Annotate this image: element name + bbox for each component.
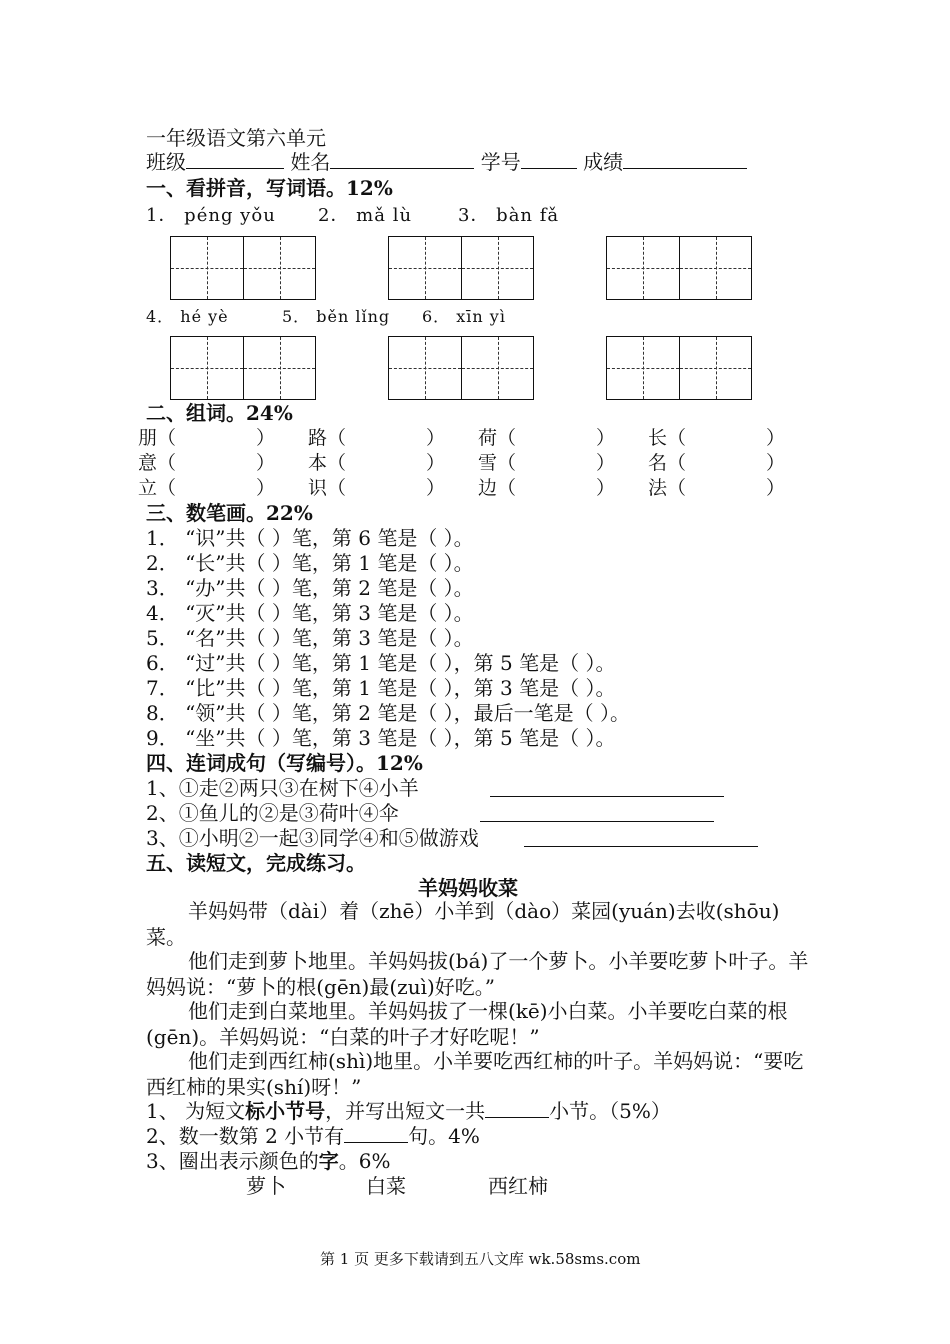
class-blank[interactable] (186, 150, 284, 169)
id-label: 学号 (480, 150, 521, 174)
word-group-item: 意（ (138, 452, 177, 474)
reading-question-3 (146, 1149, 390, 1173)
word-group-close: ） (766, 477, 786, 499)
pinyin-item: 4． hé yè (146, 307, 229, 326)
word-group-close: ） (256, 452, 276, 474)
sentence-question: 1、①走②两只③在树下④小羊 (146, 776, 419, 800)
word-group-close: ） (596, 452, 616, 474)
section5-heading: 五、读短文，完成练习。 (146, 851, 366, 875)
reading-question-2 (146, 1124, 480, 1148)
name-label: 姓名 (290, 150, 331, 174)
word-group-close: ） (256, 427, 276, 449)
writing-grid-1[interactable] (170, 236, 316, 300)
reading-question-1 (146, 1099, 671, 1123)
q2-text: 2、数一数第 2 小节有 (146, 1124, 345, 1148)
pinyin-item: 3． bàn fǎ (458, 205, 560, 226)
q1-text: ，并写出短文一共 (325, 1099, 486, 1123)
writing-grid-5[interactable] (388, 336, 534, 400)
stroke-question: 3． “办”共（ ）笔，第 2 笔是（ ）。 (146, 576, 474, 600)
word-group-item: 荷（ (478, 427, 517, 449)
q1-text: 小节。（5%） (549, 1099, 671, 1123)
stroke-question: 6． “过”共（ ）笔，第 1 笔是（ ），第 5 笔是（ ）。 (146, 651, 616, 675)
story-paragraph: 他们走到萝卜地里。羊妈妈拔(bá)了一个萝卜。小羊要吃萝卜叶子。羊妈妈说：“萝卜的根(gēn)最(zuì)好吃。” (146, 949, 809, 999)
pinyin-item: 5． běn lǐng (282, 307, 391, 326)
word-group-close: ） (766, 452, 786, 474)
word-group-item: 本（ (308, 452, 347, 474)
section4-heading: 四、连词成句（写编号）。12% (146, 751, 423, 775)
section2-heading: 二、组词。24% (146, 401, 293, 425)
page-footer: 第 1 页 更多下载请到五八文库 wk.58sms.com (320, 1250, 641, 1268)
story-paragraph: 他们走到白菜地里。羊妈妈拔了一棵(kē)小白菜。小羊要吃白菜的根(gēn)。羊妈妈说：“白菜的叶子才好吃呢！” (146, 999, 788, 1049)
word-group-item: 路（ (308, 427, 347, 449)
writing-grid-3[interactable] (606, 236, 752, 300)
q2-text: 句。4% (408, 1124, 480, 1148)
q3-bold-text: 字 (318, 1149, 339, 1173)
word-group-close: ） (596, 477, 616, 499)
sentence-question: 2、①鱼儿的②是③荷叶④伞 (146, 801, 399, 825)
word-group-close: ） (766, 427, 786, 449)
color-word-option[interactable]: 萝卜 (246, 1174, 286, 1198)
class-label: 班级 (146, 150, 186, 174)
sentence-answer-blank[interactable] (490, 776, 724, 797)
story-title: 羊妈妈收菜 (418, 876, 518, 900)
q1-bold-text: 标小节号 (245, 1099, 326, 1123)
page-title: 一年级语文第六单元 (146, 126, 326, 150)
stroke-question: 4． “灭”共（ ）笔，第 3 笔是（ ）。 (146, 601, 474, 625)
student-info-line (146, 150, 747, 174)
q2-blank[interactable] (344, 1124, 408, 1143)
stroke-question: 9． “坐”共（ ）笔，第 3 笔是（ ），第 5 笔是（ ）。 (146, 726, 616, 750)
word-group-close: ） (426, 452, 446, 474)
q1-blank[interactable] (485, 1099, 549, 1118)
writing-grid-4[interactable] (170, 336, 316, 400)
story-paragraph: 羊妈妈带（dài）着（zhē）小羊到（dào）菜园(yuán)去收(shōu)菜。 (146, 899, 780, 949)
stroke-question: 5． “名”共（ ）笔，第 3 笔是（ ）。 (146, 626, 474, 650)
pinyin-item: 1． péng yǒu (146, 205, 276, 226)
word-group-item: 立（ (138, 477, 177, 499)
sentence-answer-blank[interactable] (524, 826, 758, 847)
word-group-item: 朋（ (138, 427, 177, 449)
word-group-close: ） (256, 477, 276, 499)
q3-text: 。6% (338, 1149, 391, 1173)
score-blank[interactable] (623, 150, 747, 169)
section3-heading: 三、数笔画。22% (146, 501, 313, 525)
q1-text: 1、 为短文 (146, 1099, 246, 1123)
score-label: 成绩 (583, 150, 624, 174)
word-group-close: ） (426, 427, 446, 449)
word-group-close: ） (596, 427, 616, 449)
q3-text: 3、圈出表示颜色的 (146, 1149, 319, 1173)
word-group-close: ） (426, 477, 446, 499)
writing-grid-6[interactable] (606, 336, 752, 400)
sentence-question: 3、①小明②一起③同学④和⑤做游戏 (146, 826, 479, 850)
stroke-question: 8． “领”共（ ）笔，第 2 笔是（ ），最后一笔是（ ）。 (146, 701, 631, 725)
word-group-item: 识（ (308, 477, 347, 499)
stroke-question: 1． “识”共（ ）笔，第 6 笔是（ ）。 (146, 526, 474, 550)
writing-grid-2[interactable] (388, 236, 534, 300)
pinyin-item: 6． xīn yì (422, 307, 506, 326)
word-group-item: 边（ (478, 477, 517, 499)
stroke-question: 7． “比”共（ ）笔，第 1 笔是（ ），第 3 笔是（ ）。 (146, 676, 616, 700)
word-group-item: 法（ (648, 477, 687, 499)
story-paragraph: 他们走到西红柿(shì)地里。小羊要吃西红柿的叶子。羊妈妈说：“要吃西红柿的果实(shí)呀！” (146, 1049, 804, 1099)
color-word-option[interactable]: 西红柿 (488, 1174, 548, 1198)
sentence-answer-blank[interactable] (480, 801, 714, 822)
word-group-item: 名（ (648, 452, 687, 474)
pinyin-item: 2． mǎ lù (318, 205, 413, 226)
color-word-option[interactable]: 白菜 (366, 1174, 406, 1198)
id-blank[interactable] (521, 150, 577, 169)
word-group-item: 雪（ (478, 452, 517, 474)
stroke-question: 2． “长”共（ ）笔，第 1 笔是（ ）。 (146, 551, 474, 575)
section1-heading: 一、看拼音，写词语。12% (146, 176, 393, 200)
word-group-item: 长（ (648, 427, 687, 449)
name-blank[interactable] (330, 150, 474, 169)
